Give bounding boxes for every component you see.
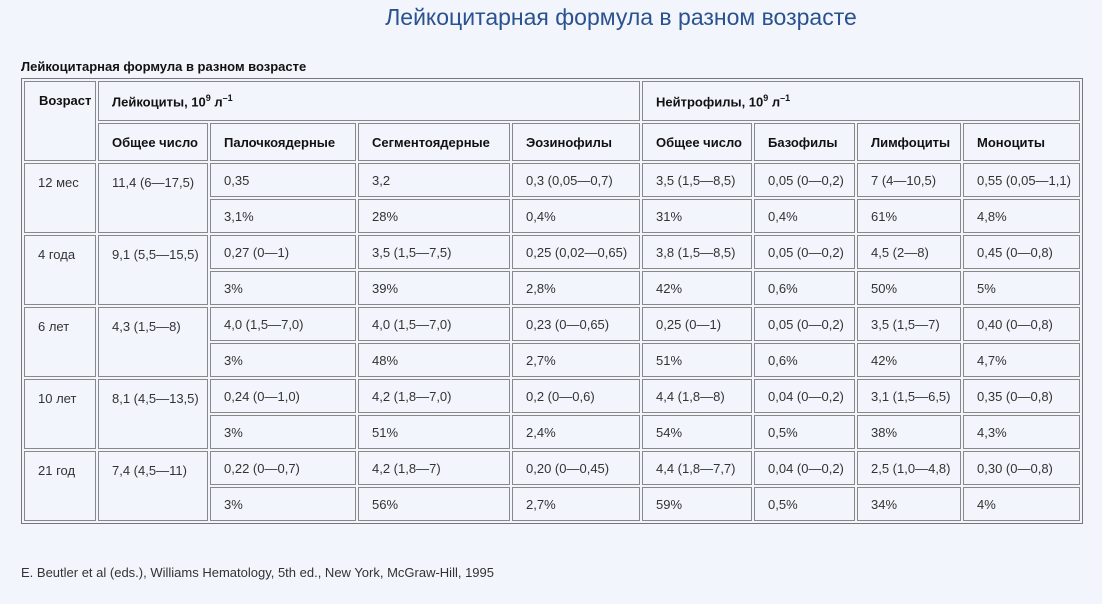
col-header: Моноциты [963, 123, 1080, 161]
total-leukocytes-cell: 7,4 (4,5—11) [98, 451, 208, 521]
abs-value-cell: 0,40 (0—0,8) [963, 307, 1080, 341]
abs-value-cell: 4,0 (1,5—7,0) [210, 307, 356, 341]
abs-value-cell: 0,23 (0—0,65) [512, 307, 640, 341]
col-header: Базофилы [754, 123, 855, 161]
page-title: Лейкоцитарная формула в разном возрасте [385, 4, 857, 30]
pct-value-cell: 4,3% [963, 415, 1080, 449]
pct-value-cell: 48% [358, 343, 510, 377]
abs-value-cell: 0,3 (0,05—0,7) [512, 163, 640, 197]
abs-value-cell: 0,25 (0—1) [642, 307, 752, 341]
pct-value-cell: 50% [857, 271, 961, 305]
abs-value-cell: 3,5 (1,5—7) [857, 307, 961, 341]
abs-value-cell: 0,05 (0—0,2) [754, 163, 855, 197]
abs-value-cell: 3,8 (1,5—8,5) [642, 235, 752, 269]
col-header: Общее число [642, 123, 752, 161]
table-row [24, 379, 1080, 413]
abs-value-cell: 0,05 (0—0,2) [754, 307, 855, 341]
abs-value-cell: 0,25 (0,02—0,65) [512, 235, 640, 269]
age-cell: 6 лет [24, 307, 96, 377]
pct-value-cell: 2,7% [512, 343, 640, 377]
total-leukocytes-cell: 8,1 (4,5—13,5) [98, 379, 208, 449]
pct-value-cell: 34% [857, 487, 961, 521]
pct-value-cell: 5% [963, 271, 1080, 305]
pct-value-cell: 3% [210, 415, 356, 449]
pct-value-cell: 0,5% [754, 415, 855, 449]
neutrophils-group-header: Нейтрофилы, $10^9$ $л^{-1}$ [642, 81, 1080, 121]
table-row [24, 451, 1080, 485]
abs-value-cell: 0,30 (0—0,8) [963, 451, 1080, 485]
abs-value-cell: 0,35 [210, 163, 356, 197]
pct-value-cell: 51% [358, 415, 510, 449]
abs-value-cell: 4,5 (2—8) [857, 235, 961, 269]
abs-value-cell: 4,4 (1,8—7,7) [642, 451, 752, 485]
abs-value-cell: 0,04 (0—0,2) [754, 451, 855, 485]
pct-value-cell: 61% [857, 199, 961, 233]
abs-value-cell: 0,24 (0—1,0) [210, 379, 356, 413]
abs-value-cell: 0,04 (0—0,2) [754, 379, 855, 413]
abs-value-cell: 0,35 (0—0,8) [963, 379, 1080, 413]
col-header: Эозинофилы [512, 123, 640, 161]
pct-value-cell: 2,7% [512, 487, 640, 521]
pct-value-cell: 31% [642, 199, 752, 233]
abs-value-cell: 4,2 (1,8—7) [358, 451, 510, 485]
age-cell: 21 год [24, 451, 96, 521]
age-cell: 12 мес [24, 163, 96, 233]
pct-value-cell: 4% [963, 487, 1080, 521]
pct-value-cell: 4,7% [963, 343, 1080, 377]
abs-value-cell: 2,5 (1,0—4,8) [857, 451, 961, 485]
col-header: Общее число [98, 123, 208, 161]
leukocyte-table [21, 78, 1083, 524]
abs-value-cell: 7 (4—10,5) [857, 163, 961, 197]
pct-value-cell: 3% [210, 271, 356, 305]
pct-value-cell: 2,8% [512, 271, 640, 305]
total-leukocytes-cell: 4,3 (1,5—8) [98, 307, 208, 377]
pct-value-cell: 0,5% [754, 487, 855, 521]
total-leukocytes-cell: 9,1 (5,5—15,5) [98, 235, 208, 305]
table-caption: Лейкоцитарная формула в разном возрасте [21, 59, 307, 74]
pct-value-cell: 42% [857, 343, 961, 377]
abs-value-cell: 3,1 (1,5—6,5) [857, 379, 961, 413]
abs-value-cell: 3,5 (1,5—8,5) [642, 163, 752, 197]
age-cell: 4 года [24, 235, 96, 305]
header-row-columns [24, 123, 1080, 161]
pct-value-cell: 51% [642, 343, 752, 377]
abs-value-cell: 3,2 [358, 163, 510, 197]
abs-value-cell: 0,55 (0,05—1,1) [963, 163, 1080, 197]
pct-value-cell: 0,6% [754, 343, 855, 377]
table-body [24, 163, 1080, 521]
abs-value-cell: 0,27 (0—1) [210, 235, 356, 269]
age-cell: 10 лет [24, 379, 96, 449]
table-row [24, 163, 1080, 197]
abs-value-cell: 0,20 (0—0,45) [512, 451, 640, 485]
abs-value-cell: 0,05 (0—0,2) [754, 235, 855, 269]
abs-value-cell: 3,5 (1,5—7,5) [358, 235, 510, 269]
pct-value-cell: 3,1% [210, 199, 356, 233]
source-citation: E. Beutler et al (eds.), Williams Hematology, 5th ed., New York, McGraw-Hill, 1995 [21, 565, 494, 580]
col-header: Палочкоядерные [210, 123, 356, 161]
abs-value-cell: 0,45 (0—0,8) [963, 235, 1080, 269]
pct-value-cell: 2,4% [512, 415, 640, 449]
pct-value-cell: 3% [210, 487, 356, 521]
col-header: Сегментоядерные [358, 123, 510, 161]
pct-value-cell: 54% [642, 415, 752, 449]
header-row-groups [24, 81, 1080, 121]
pct-value-cell: 28% [358, 199, 510, 233]
pct-value-cell: 56% [358, 487, 510, 521]
age-header: Возраст [24, 81, 96, 161]
pct-value-cell: 0,6% [754, 271, 855, 305]
pct-value-cell: 42% [642, 271, 752, 305]
pct-value-cell: 59% [642, 487, 752, 521]
pct-value-cell: 3% [210, 343, 356, 377]
pct-value-cell: 4,8% [963, 199, 1080, 233]
abs-value-cell: 4,0 (1,5—7,0) [358, 307, 510, 341]
table-row [24, 307, 1080, 341]
total-leukocytes-cell: 11,4 (6—17,5) [98, 163, 208, 233]
leukocytes-group-header: Лейкоциты, $10^9$ $л^{-1}$ [98, 81, 640, 121]
abs-value-cell: 4,4 (1,8—8) [642, 379, 752, 413]
pct-value-cell: 38% [857, 415, 961, 449]
pct-value-cell: 0,4% [754, 199, 855, 233]
pct-value-cell: 0,4% [512, 199, 640, 233]
abs-value-cell: 0,22 (0—0,7) [210, 451, 356, 485]
col-header: Лимфоциты [857, 123, 961, 161]
table-row [24, 235, 1080, 269]
abs-value-cell: 4,2 (1,8—7,0) [358, 379, 510, 413]
pct-value-cell: 39% [358, 271, 510, 305]
abs-value-cell: 0,2 (0—0,6) [512, 379, 640, 413]
